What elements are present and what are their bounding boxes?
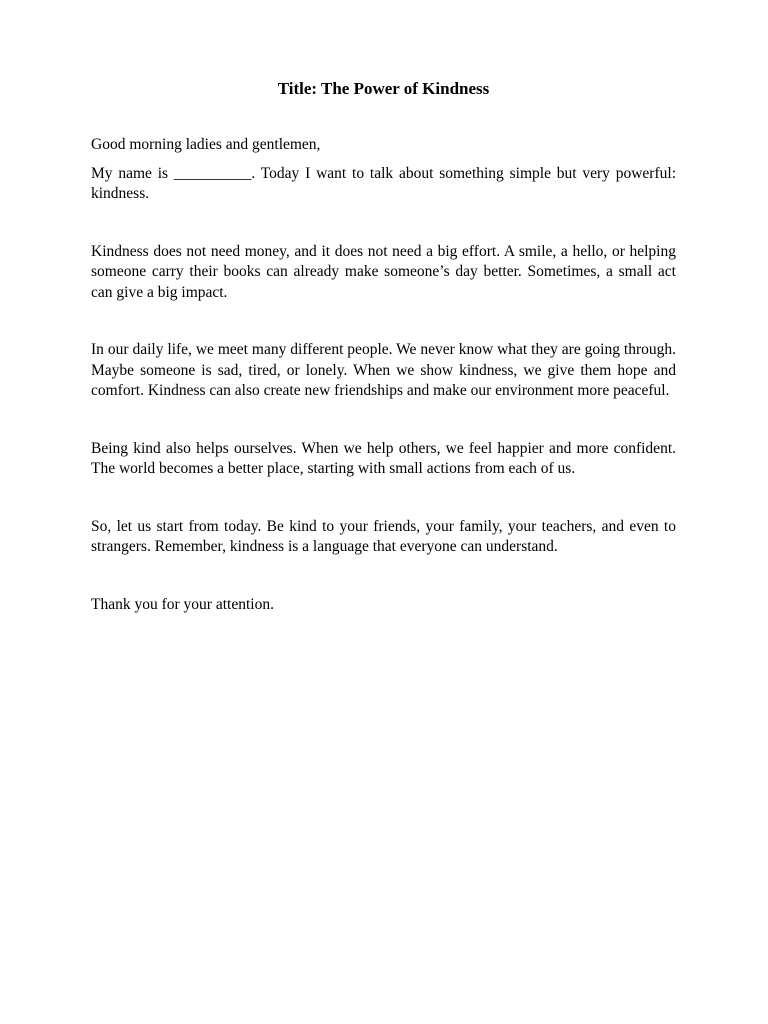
closing-line: Thank you for your attention. [91,595,274,613]
paragraph-helps-ourselves: Being kind also helps ourselves. When we help others, we feel happier and more confident. The world becomes a better place, starting with small actions from each of us. [91,439,676,477]
paragraph-intro: My name is __________. Today I want to talk about something simple but very powerful: kindness. [91,164,676,202]
paragraph-daily-life: In our daily life, we meet many different people. We never know what they are going through. Maybe someone is sad, tired, or lonely. When we show kindness, we give them hope and comfort. Kindness can also create new friendships and make our environment more peaceful. [91,341,676,399]
paragraph-kindness-effort: Kindness does not need money, and it does not need a big effort. A smile, a hello, or helping someone carry their books can already make someone’s day better. Sometimes, a small act can give a big impact. [91,242,676,301]
document-title: Title: The Power of Kindness [277,79,490,98]
document-page [91,0,676,615]
greeting-line: Good morning ladies and gentlemen, [91,136,321,153]
paragraph-start-today: So, let us start from today. Be kind to your friends, your family, your teachers, and even to strangers. Remember, kindness is a language that everyone can understand. [91,517,676,555]
